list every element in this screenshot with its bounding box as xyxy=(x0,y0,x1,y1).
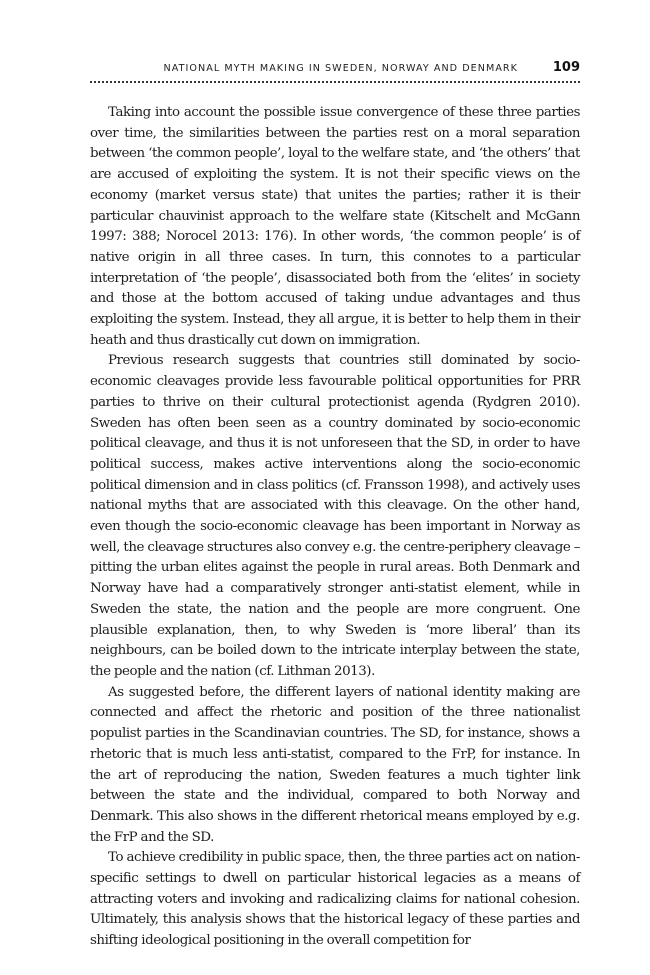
paragraph: As suggested before, the different layers of national identity making are connected and affect the rhetoric and position of the three nationalist populist parties in the Scandinavian countries. The SD, for instance, shows a rhetoric that is much less anti-statist, compared to the FrP, for instance. In the art of reproducing the nation, Sweden features a much tighter link between the state and the individual, compared to both Norway and Denmark. This also shows in the different rhetorical means employed by e.g. the FrP and the SD. xyxy=(90,684,580,845)
paragraph: To achieve credibility in public space, then, the three parties act on nation-specific settings to dwell on particular historical legacies as a means of attracting voters and invoking and radicalizing claims for national cohesion. Ultimately, this analysis shows that the historical legacy of these parties and shifting ideological positioning in the overall competition for xyxy=(90,850,580,949)
page-number: 109 xyxy=(552,60,580,75)
running-head xyxy=(90,60,580,80)
paragraph: Previous research suggests that countries still dominated by socio-economic cleavages provide less favourable political opportunities for PRR parties to thrive on their cultural protectionist agenda (Rydgren 2010). Sweden has often been seen as a country dominated by socio-economic political cleavage, and thus it is not unforeseen that the SD, in order to have political success, makes active interventions along the socio-economic political dimension and in class politics (cf. Fransson 1998), and actively uses national myths that are associated with this cleavage. On the other hand, even though the socio-economic cleavage has been important in Norway as well, the cleavage structures also convey e.g. the centre-periphery cleavage – pitting the urban elites against the people in rural areas. Both Denmark and Norway have had a comparatively stronger anti-statist element, while in Sweden the state, the nation and the people are more congruent. One plausible explanation, then, to why Sweden is ‘more liberal’ than its neighbours, can be boiled down to the intricate interplay between the state, the people and the nation (cf. Lithman 2013). xyxy=(90,353,580,679)
header-dotted-rule xyxy=(90,81,580,83)
body-text xyxy=(90,103,580,952)
paragraph: Taking into account the possible issue convergence of these three parties over time, the similarities between the parties rest on a moral separation between ‘the common people’, loyal to the welfare state, and ‘the others’ that are accused of exploiting the system. It is not their specific views on the economy (market versus state) that unites the parties; rather it is their particular chauvinist approach to the welfare state (Kitschelt and McGann 1997: 388; Norocel 2013: 176). In other words, ‘the common people’ is of native origin in all three cases. In turn, this connotes to a particular interpretation of ‘the people’, disassociated both from the ‘elites’ in society and those at the bottom accused of taking undue advantages and thus exploiting the system. Instead, they all argue, it is better to help them in their heath and thus drastically cut down on immigration. xyxy=(90,105,580,348)
running-title: NATIONAL MYTH MAKING IN SWEDEN, NORWAY AND DENMARK xyxy=(163,63,518,74)
